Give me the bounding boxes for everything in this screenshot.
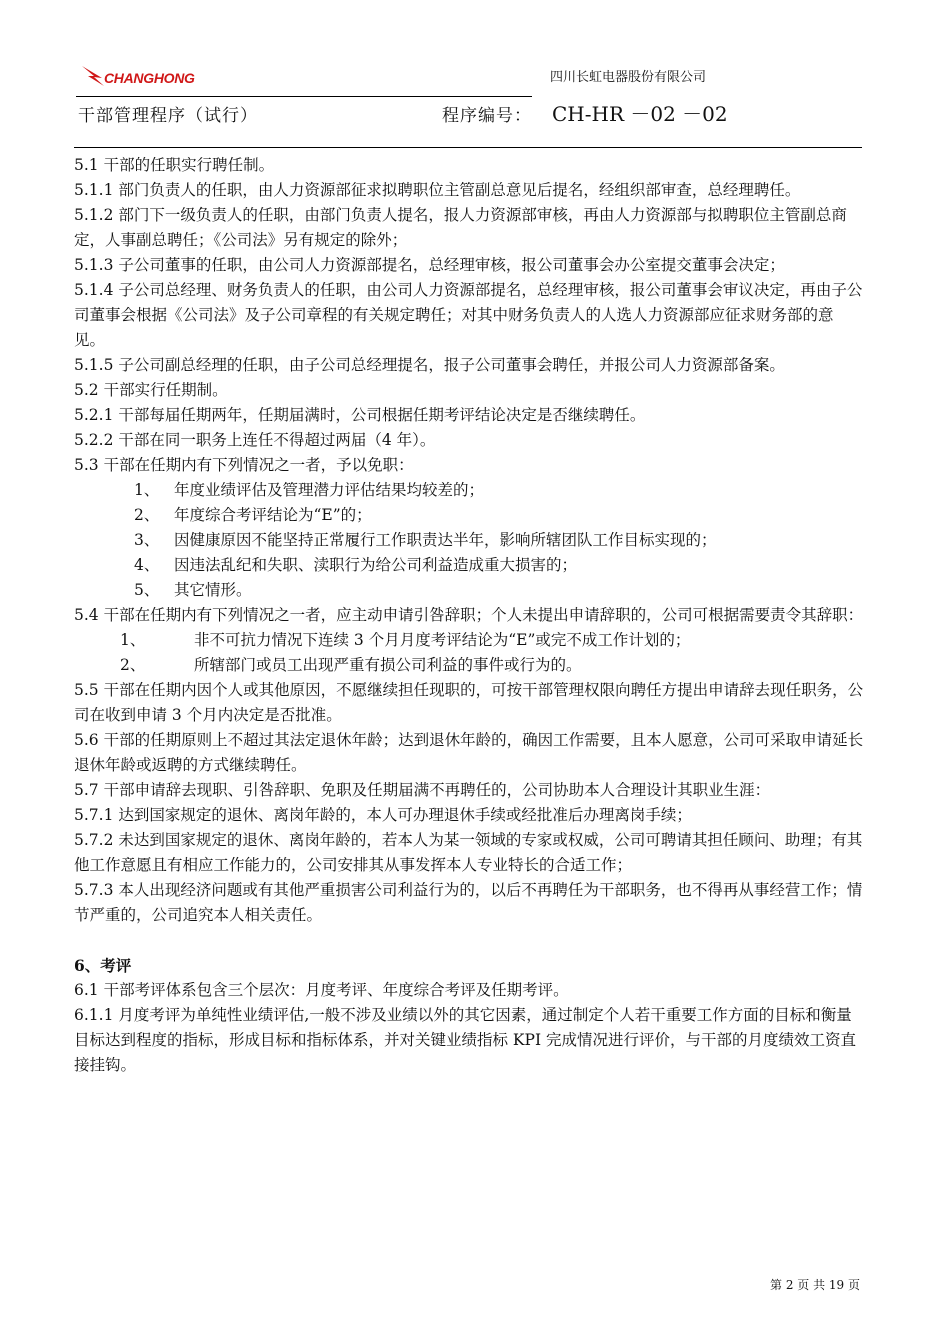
list-number: 1、 [120, 631, 146, 649]
logo-text: CHANGHONG [104, 70, 195, 86]
clause-5-1: 5.1 干部的任职实行聘任制。 [74, 156, 275, 174]
company-logo [80, 64, 210, 92]
clause-5-1-5: 5.1.5 子公司副总经理的任职，由子公司总经理提名，报子公司董事会聘任，并报公司人力资源部备案。 [74, 356, 785, 374]
clause-5-6: 5.6 干部的任期原则上不超过其法定退休年龄；达到退休年龄的，确因工作需要，且本人愿意，公司可采取申请延长退休年龄或返聘的方式继续聘任。 [74, 731, 864, 774]
document-code-label: 程序编号： [442, 106, 532, 126]
clause-5-1-2: 5.1.2 部门下一级负责人的任职，由部门负责人提名，报人力资源部审核，再由人力资源部与拟聘职位主管副总商定，人事副总聘任；《公司法》另有规定的除外； [74, 206, 847, 249]
clause-5-1-1: 5.1.1 部门负责人的任职，由人力资源部征求拟聘职位主管副总意见后提名，经组织部审查，总经理聘任。 [74, 181, 801, 199]
list-item [74, 653, 864, 678]
list-number: 3、 [134, 531, 160, 549]
clause-5-3: 5.3 干部在任期内有下列情况之一者，予以免职： [74, 456, 414, 474]
document-code: CH-HR －02 －02 [552, 102, 728, 126]
company-name: 四川长虹电器股份有限公司 [549, 70, 706, 85]
clause-5-2-1: 5.2.1 干部每届任期两年，任期届满时，公司根据任期考评结论决定是否继续聘任。 [74, 406, 646, 424]
clause-6-1: 6.1 干部考评体系包含三个层次：月度考评、年度综合考评及任期考评。 [74, 981, 569, 999]
section-6-heading: 6、考评 [74, 956, 132, 975]
clause-5-7: 5.7 干部申请辞去现职、引咎辞职、免职及任期届满不再聘任的，公司协助本人合理设计其职业生涯： [74, 781, 771, 799]
clause-5-1-4: 5.1.4 子公司总经理、财务负责人的任职，由公司人力资源部提名，总经理审核，报公司董事会审议决定，再由子公司董事会根据《公司法》及子公司章程的有关规定聘任；对其中财务负责人的人选人力资源部应征求财务部的意见。 [74, 281, 863, 349]
changhong-swoosh-icon [80, 64, 106, 88]
list-item [74, 578, 864, 603]
list-item [74, 528, 864, 553]
list-text: 非不可抗力情况下连续 3 个月月度考评结论为“E”或完不成工作计划的； [194, 631, 691, 649]
list-number: 4、 [134, 556, 160, 574]
clause-5-7-3: 5.7.3 本人出现经济问题或有其他严重损害公司利益行为的，以后不再聘任为干部职务，也不得再从事经营工作；情节严重的，公司追究本人相关责任。 [74, 881, 863, 924]
list-item [74, 553, 864, 578]
clause-5-1-3: 5.1.3 子公司董事的任职，由公司人力资源部提名，总经理审核，报公司董事会办公室提交董事会决定； [74, 256, 785, 274]
clause-5-2: 5.2 干部实行任期制。 [74, 381, 228, 399]
clause-6-1-1: 6.1.1 月度考评为单纯性业绩评估,一般不涉及业绩以外的其它因素，通过制定个人若干重要工作方面的目标和衡量目标达到程度的指标，形成目标和指标体系，并对关键业绩指标 KPI 完成情况进行评价，与干部的月度绩效工资直接挂钩。 [74, 1006, 856, 1074]
list-item [74, 503, 864, 528]
list-text: 其它情形。 [174, 581, 252, 599]
list-number: 2、 [120, 656, 146, 674]
list-number: 2、 [134, 506, 160, 524]
clause-5-7-2: 5.7.2 未达到国家规定的退休、离岗年龄的，若本人为某一领域的专家或权威，公司可聘请其担任顾问、助理；有其他工作意愿且有相应工作能力的，公司安排其从事发挥本人专业特长的合适工作； [74, 831, 863, 874]
list-number: 5、 [134, 581, 160, 599]
clause-5-7-1: 5.7.1 达到国家规定的退休、离岗年龄的，本人可办理退休手续或经批准后办理离岗手续； [74, 806, 692, 824]
page-number: 第 2 页 共 19 页 [770, 1278, 860, 1292]
list-item [74, 628, 864, 653]
list-text: 年度综合考评结论为“E”的； [174, 506, 372, 524]
list-text: 因健康原因不能坚持正常履行工作职责达半年，影响所辖团队工作目标实现的； [174, 531, 717, 549]
list-item [74, 478, 864, 503]
spacer [74, 928, 864, 953]
document-title: 干部管理程序（试行） [78, 106, 258, 126]
clause-5-5: 5.5 干部在任期内因个人或其他原因，不愿继续担任现职的，可按干部管理权限向聘任方提出申请辞去现任职务，公司在收到申请 3 个月内决定是否批准。 [74, 681, 864, 724]
main-divider [74, 147, 862, 148]
list-text: 年度业绩评估及管理潜力评估结果均较差的； [174, 481, 485, 499]
list-number: 1、 [134, 481, 160, 499]
clause-5-4: 5.4 干部在任期内有下列情况之一者，应主动申请引咎辞职；个人未提出申请辞职的，公司可根据需要责令其辞职： [74, 606, 864, 624]
header-divider [76, 96, 532, 97]
clause-5-2-2: 5.2.2 干部在同一职务上连任不得超过两届（4 年）。 [74, 431, 436, 449]
document-body [74, 153, 864, 1078]
list-text: 所辖部门或员工出现严重有损公司利益的事件或行为的。 [194, 656, 582, 674]
list-text: 因违法乱纪和失职、渎职行为给公司利益造成重大损害的； [174, 556, 578, 574]
